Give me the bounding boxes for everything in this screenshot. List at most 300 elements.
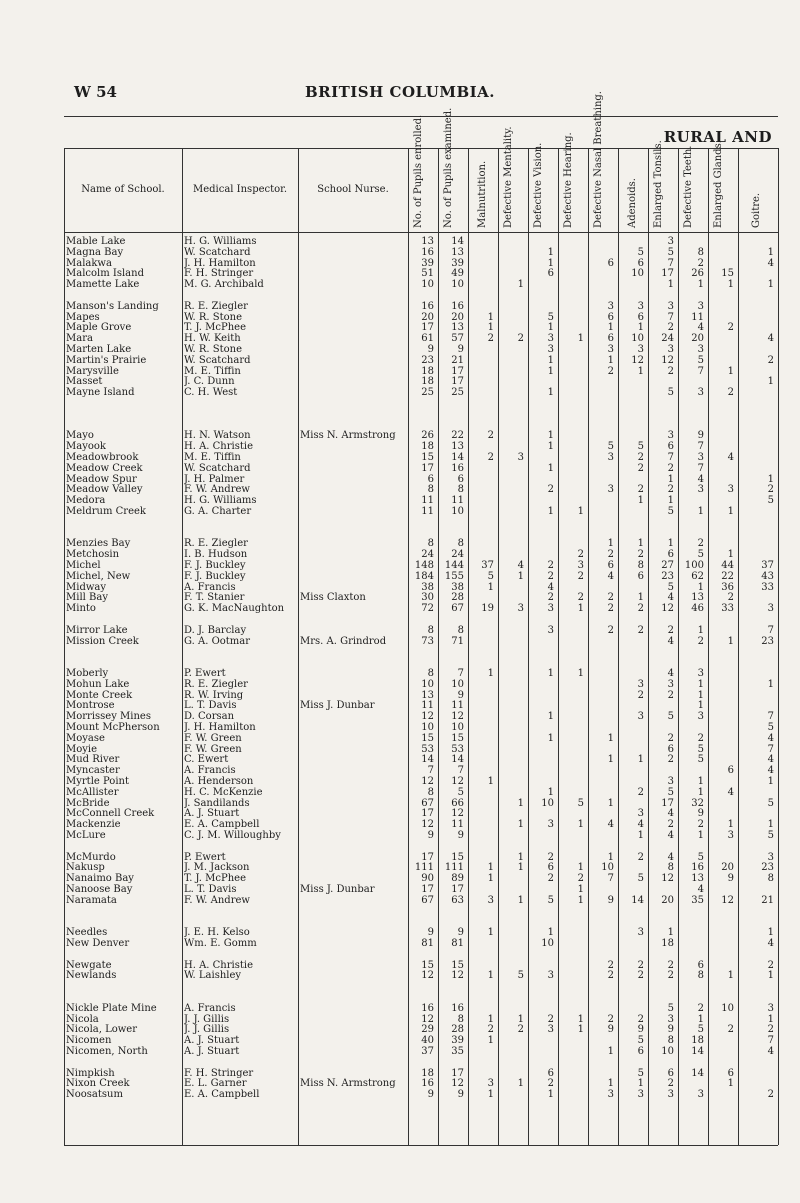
value-goitre xyxy=(738,322,774,333)
value-goitre: 21 xyxy=(761,894,774,906)
table-row xyxy=(64,776,778,787)
value-adenoids: 1 xyxy=(637,830,644,841)
value-teeth: 1 xyxy=(697,279,704,291)
school-nurse xyxy=(300,452,406,463)
value-nasal: 3 xyxy=(607,344,614,355)
value-glands xyxy=(708,344,734,355)
value-vision: 5 xyxy=(547,894,554,906)
value-goitre xyxy=(738,538,774,549)
medical-inspector: Wm. E. Gomm xyxy=(184,938,257,949)
school-nurse xyxy=(300,463,406,474)
school-name: Nicomen xyxy=(66,1035,112,1047)
value-malnutrition xyxy=(468,798,494,809)
value-glands: 2 xyxy=(727,592,734,604)
value-mentality xyxy=(498,873,524,884)
table-row xyxy=(64,1014,778,1025)
value-vision: 10 xyxy=(541,797,554,809)
school-name: Nimpkish xyxy=(66,1067,115,1079)
school-nurse xyxy=(300,582,406,593)
value-teeth: 5 xyxy=(697,549,704,561)
value-goitre xyxy=(738,236,774,247)
value-malnutrition: 1 xyxy=(487,1035,494,1047)
value-vision: 1 xyxy=(547,441,554,453)
value-nasal: 3 xyxy=(607,300,614,312)
value-tonsils: 4 xyxy=(667,851,674,863)
value-hearing xyxy=(558,808,584,819)
value-adenoids: 6 xyxy=(637,311,644,323)
value-malnutrition xyxy=(468,268,494,279)
value-malnutrition: 1 xyxy=(487,1013,494,1025)
value-glands: 3 xyxy=(727,830,734,841)
school-nurse xyxy=(300,927,406,938)
value-vision: 2 xyxy=(547,1013,554,1025)
table-row xyxy=(64,1078,778,1089)
school-nurse xyxy=(300,852,406,863)
page-number: W 54 xyxy=(74,83,117,101)
school-nurse xyxy=(300,733,406,744)
value-vision: 3 xyxy=(547,603,554,615)
value-enrolled: 30 xyxy=(421,592,434,604)
value-examined: 17 xyxy=(451,884,464,895)
table-row xyxy=(64,722,778,733)
value-enrolled: 18 xyxy=(421,441,434,453)
school-name: Monte Creek xyxy=(66,689,133,701)
table-row xyxy=(64,873,778,884)
value-goitre: 1 xyxy=(767,1013,774,1025)
value-tonsils xyxy=(648,722,674,733)
school-nurse xyxy=(300,301,406,312)
value-vision xyxy=(528,279,554,290)
value-adenoids: 12 xyxy=(631,354,644,366)
value-examined: 16 xyxy=(451,462,464,474)
table-row xyxy=(64,1003,778,1014)
value-mentality xyxy=(498,938,524,949)
value-goitre: 23 xyxy=(761,862,774,874)
medical-inspector: A. Francis xyxy=(184,765,236,777)
value-adenoids: 10 xyxy=(631,268,644,280)
value-glands xyxy=(708,1046,734,1057)
value-adenoids: 2 xyxy=(637,549,644,561)
medical-inspector: G. A. Ootmar xyxy=(184,635,251,647)
value-mentality xyxy=(498,808,524,819)
value-mentality xyxy=(498,484,524,495)
school-nurse: Miss N. Armstrong xyxy=(300,430,396,442)
school-name: Mayo xyxy=(66,430,94,442)
value-vision: 2 xyxy=(547,570,554,582)
value-vision xyxy=(528,538,554,549)
value-nasal: 1 xyxy=(607,754,614,766)
table-row xyxy=(64,430,778,441)
value-teeth: 7 xyxy=(697,462,704,474)
value-mentality xyxy=(498,236,524,247)
value-malnutrition: 1 xyxy=(487,970,494,982)
medical-inspector: F. H. Stringer xyxy=(184,1067,254,1079)
value-enrolled: 15 xyxy=(421,959,434,971)
value-malnutrition xyxy=(468,711,494,722)
school-nurse xyxy=(300,506,406,517)
value-vision: 3 xyxy=(547,344,554,355)
value-enrolled: 11 xyxy=(421,506,434,517)
value-hearing xyxy=(558,787,584,798)
value-hearing xyxy=(558,387,584,398)
value-hearing xyxy=(558,463,584,474)
value-hearing xyxy=(558,960,584,971)
table-row xyxy=(64,733,778,744)
value-mentality xyxy=(498,506,524,517)
value-mentality xyxy=(498,884,524,895)
table-row xyxy=(64,754,778,765)
medical-inspector: H. N. Watson xyxy=(184,430,251,442)
value-teeth xyxy=(678,495,704,506)
value-nasal: 3 xyxy=(607,452,614,463)
table-row xyxy=(64,711,778,722)
value-hearing xyxy=(558,247,584,258)
value-malnutrition: 3 xyxy=(487,1078,494,1090)
value-goitre xyxy=(738,1078,774,1089)
school-name: Newlands xyxy=(66,970,117,982)
value-malnutrition: 37 xyxy=(481,560,494,571)
value-malnutrition xyxy=(468,884,494,895)
col-header-nasal: Defective Nasal Breathing. xyxy=(593,91,604,228)
value-enrolled: 13 xyxy=(421,689,434,701)
value-glands: 6 xyxy=(727,765,734,777)
value-goitre: 2 xyxy=(767,1089,774,1101)
value-malnutrition xyxy=(468,301,494,312)
value-teeth: 1 xyxy=(697,786,704,798)
value-tonsils xyxy=(648,884,674,895)
value-adenoids: 3 xyxy=(637,344,644,355)
value-enrolled: 61 xyxy=(421,333,434,345)
value-examined: 12 xyxy=(451,1078,464,1090)
school-name: Morrissey Mines xyxy=(66,711,151,723)
school-name: Minto xyxy=(66,603,96,615)
value-hearing xyxy=(558,344,584,355)
value-goitre: 4 xyxy=(767,938,774,949)
value-tonsils: 6 xyxy=(667,1067,674,1079)
value-adenoids: 1 xyxy=(637,1078,644,1090)
value-examined: 8 xyxy=(457,538,464,550)
value-tonsils: 27 xyxy=(661,560,674,571)
value-vision: 6 xyxy=(547,1067,554,1079)
medical-inspector: J. E. H. Kelso xyxy=(184,927,250,939)
value-mentality xyxy=(498,744,524,755)
school-nurse xyxy=(300,625,406,636)
value-teeth: 2 xyxy=(697,732,704,744)
value-mentality xyxy=(498,690,524,701)
value-goitre: 5 xyxy=(767,722,774,733)
value-tonsils: 5 xyxy=(667,1002,674,1014)
school-name: Michel, New xyxy=(66,570,131,582)
value-nasal: 6 xyxy=(607,333,614,345)
value-malnutrition: 2 xyxy=(487,1024,494,1036)
value-hearing xyxy=(558,538,584,549)
value-glands: 2 xyxy=(727,322,734,334)
value-tonsils: 23 xyxy=(661,570,674,582)
value-hearing: 1 xyxy=(577,884,584,895)
value-enrolled: 81 xyxy=(421,938,434,949)
table-row xyxy=(64,258,778,269)
school-name: Mill Bay xyxy=(66,592,108,604)
value-teeth: 18 xyxy=(691,1035,704,1047)
value-adenoids xyxy=(618,636,644,647)
value-nasal: 1 xyxy=(607,1078,614,1090)
value-tonsils xyxy=(648,376,674,387)
value-enrolled: 12 xyxy=(421,711,434,723)
table-row xyxy=(64,484,778,495)
value-glands xyxy=(708,938,734,949)
value-adenoids xyxy=(618,722,644,733)
value-nasal xyxy=(588,506,614,517)
value-nasal xyxy=(588,247,614,258)
school-name: Michel xyxy=(66,560,101,571)
school-nurse xyxy=(300,1024,406,1035)
value-enrolled: 17 xyxy=(421,322,434,334)
value-glands xyxy=(708,430,734,441)
value-vision xyxy=(528,452,554,463)
medical-inspector: W. R. Stone xyxy=(184,344,243,355)
value-enrolled: 11 xyxy=(421,495,434,507)
value-teeth: 3 xyxy=(697,452,704,463)
value-nasal xyxy=(588,884,614,895)
value-vision: 3 xyxy=(547,970,554,982)
value-examined: 155 xyxy=(444,570,464,582)
value-hearing xyxy=(558,679,584,690)
value-glands: 2 xyxy=(727,387,734,399)
value-malnutrition xyxy=(468,733,494,744)
table-row xyxy=(64,592,778,603)
value-goitre xyxy=(738,808,774,819)
value-glands: 6 xyxy=(727,1067,734,1079)
school-name: Nickle Plate Mine xyxy=(66,1002,157,1014)
medical-inspector: J. H. Hamilton xyxy=(184,722,256,733)
value-glands: 1 xyxy=(727,635,734,647)
value-hearing: 1 xyxy=(577,668,584,679)
value-vision: 1 xyxy=(547,668,554,679)
value-malnutrition xyxy=(468,625,494,636)
value-hearing xyxy=(558,690,584,701)
school-name: Nakusp xyxy=(66,862,105,874)
value-hearing: 2 xyxy=(577,592,584,604)
value-malnutrition xyxy=(468,700,494,711)
school-nurse xyxy=(300,268,406,279)
value-goitre xyxy=(738,452,774,463)
value-hearing xyxy=(558,582,584,593)
value-tonsils: 5 xyxy=(667,581,674,593)
value-teeth: 3 xyxy=(697,1089,704,1101)
table-row xyxy=(64,1089,778,1100)
school-name: Malakwa xyxy=(66,257,112,269)
value-hearing xyxy=(558,322,584,333)
value-adenoids: 5 xyxy=(637,441,644,453)
value-examined: 14 xyxy=(451,754,464,766)
value-enrolled: 16 xyxy=(421,1002,434,1014)
value-malnutrition xyxy=(468,258,494,269)
running-title: BRITISH COLUMBIA. xyxy=(304,83,496,101)
value-mentality xyxy=(498,700,524,711)
school-name: Marysville xyxy=(66,365,119,377)
value-adenoids xyxy=(618,506,644,517)
value-nasal: 1 xyxy=(607,732,614,744)
school-name: Masset xyxy=(66,376,103,388)
medical-inspector: W. R. Stone xyxy=(184,311,243,323)
value-goitre: 1 xyxy=(767,927,774,939)
value-adenoids: 1 xyxy=(637,495,644,507)
school-nurse xyxy=(300,1014,406,1025)
school-name: Mount McPherson xyxy=(66,722,160,733)
value-vision: 1 xyxy=(547,506,554,517)
school-name: Moberly xyxy=(66,668,109,679)
value-glands: 9 xyxy=(727,873,734,885)
value-malnutrition xyxy=(468,722,494,733)
school-nurse xyxy=(300,355,406,366)
value-enrolled: 12 xyxy=(421,1013,434,1025)
school-name: Manson's Landing xyxy=(66,300,159,312)
value-mentality xyxy=(498,776,524,787)
value-hearing xyxy=(558,852,584,863)
value-examined: 13 xyxy=(451,441,464,453)
value-tonsils: 3 xyxy=(667,1089,674,1101)
school-nurse xyxy=(300,970,406,981)
value-teeth: 1 xyxy=(697,689,704,701)
table-row xyxy=(64,960,778,971)
value-goitre: 1 xyxy=(767,819,774,831)
table-row xyxy=(64,495,778,506)
value-examined: 14 xyxy=(451,236,464,247)
value-malnutrition: 1 xyxy=(487,311,494,323)
value-hearing: 2 xyxy=(577,873,584,885)
value-malnutrition xyxy=(468,819,494,830)
section-title: RURAL AND xyxy=(663,128,772,146)
value-malnutrition xyxy=(468,1003,494,1014)
value-vision xyxy=(528,495,554,506)
value-goitre xyxy=(738,268,774,279)
medical-inspector: G. A. Charter xyxy=(184,506,252,517)
value-mentality xyxy=(498,960,524,971)
value-hearing xyxy=(558,1068,584,1079)
value-teeth: 20 xyxy=(691,333,704,345)
school-nurse xyxy=(300,484,406,495)
value-enrolled: 10 xyxy=(421,279,434,291)
table-row xyxy=(64,506,778,517)
value-hearing xyxy=(558,711,584,722)
value-tonsils: 3 xyxy=(667,430,674,442)
school-nurse xyxy=(300,722,406,733)
school-nurse xyxy=(300,312,406,323)
value-mentality: 1 xyxy=(517,851,524,863)
value-examined: 35 xyxy=(451,1046,464,1057)
value-malnutrition xyxy=(468,376,494,387)
medical-inspector: R. E. Ziegler xyxy=(184,678,248,690)
school-name: Newgate xyxy=(66,959,112,971)
school-nurse xyxy=(300,690,406,701)
value-teeth: 5 xyxy=(697,851,704,863)
value-glands xyxy=(708,376,734,387)
value-vision: 3 xyxy=(547,624,554,636)
value-glands xyxy=(708,463,734,474)
school-nurse xyxy=(300,366,406,377)
medical-inspector: L. T. Davis xyxy=(184,884,237,895)
school-name: Mission Creek xyxy=(66,635,139,647)
value-mentality xyxy=(498,754,524,765)
value-glands xyxy=(708,700,734,711)
value-goitre: 3 xyxy=(767,603,774,615)
value-teeth: 2 xyxy=(697,257,704,269)
school-nurse xyxy=(300,754,406,765)
medical-inspector: A. J. Stuart xyxy=(184,1035,240,1047)
table-row xyxy=(64,236,778,247)
value-teeth: 5 xyxy=(697,354,704,366)
value-nasal xyxy=(588,279,614,290)
value-nasal xyxy=(588,668,614,679)
value-nasal: 4 xyxy=(607,570,614,582)
table-row xyxy=(64,463,778,474)
value-nasal xyxy=(588,376,614,387)
value-examined: 11 xyxy=(451,700,464,712)
value-tonsils: 3 xyxy=(667,1013,674,1025)
school-name: Mohun Lake xyxy=(66,678,130,690)
value-examined: 11 xyxy=(451,819,464,831)
value-teeth: 4 xyxy=(697,884,704,895)
value-adenoids: 6 xyxy=(637,570,644,582)
value-hearing: 1 xyxy=(577,819,584,831)
value-adenoids: 3 xyxy=(637,711,644,723)
value-examined: 22 xyxy=(451,430,464,442)
value-glands: 1 xyxy=(727,506,734,517)
medical-inspector: W. Laishley xyxy=(184,970,242,982)
value-adenoids: 2 xyxy=(637,452,644,463)
value-goitre: 4 xyxy=(767,1046,774,1057)
value-adenoids: 2 xyxy=(637,851,644,863)
school-nurse: Mrs. A. Grindrod xyxy=(300,635,387,647)
school-name: Naramata xyxy=(66,894,117,906)
value-goitre xyxy=(738,441,774,452)
table-row xyxy=(64,744,778,755)
value-malnutrition xyxy=(468,236,494,247)
value-malnutrition xyxy=(468,808,494,819)
value-tonsils: 1 xyxy=(667,538,674,550)
value-glands: 12 xyxy=(721,894,734,906)
value-tonsils xyxy=(648,765,674,776)
school-name: Meldrum Creek xyxy=(66,506,146,517)
school-name: Nixon Creek xyxy=(66,1078,130,1090)
value-mentality: 1 xyxy=(517,862,524,874)
school-name: Marten Lake xyxy=(66,344,132,355)
value-teeth: 1 xyxy=(697,776,704,787)
school-name: Medora xyxy=(66,495,106,507)
value-nasal: 1 xyxy=(607,538,614,550)
table-row xyxy=(64,376,778,387)
value-hearing xyxy=(558,733,584,744)
value-examined: 38 xyxy=(451,581,464,593)
value-malnutrition: 1 xyxy=(487,668,494,679)
value-goitre xyxy=(738,884,774,895)
value-tonsils: 4 xyxy=(667,592,674,604)
value-goitre: 1 xyxy=(767,678,774,690)
value-teeth: 3 xyxy=(697,387,704,399)
table-row xyxy=(64,301,778,312)
col-header-glands: Enlarged Glands. xyxy=(713,140,724,228)
value-enrolled: 15 xyxy=(421,452,434,463)
school-nurse xyxy=(300,495,406,506)
value-tonsils: 2 xyxy=(667,365,674,377)
value-teeth: 3 xyxy=(697,344,704,355)
value-adenoids xyxy=(618,1003,644,1014)
medical-inspector: L. T. Davis xyxy=(184,700,237,712)
value-mentality xyxy=(498,312,524,323)
value-nasal xyxy=(588,830,614,841)
value-hearing: 3 xyxy=(577,560,584,571)
value-teeth: 6 xyxy=(697,959,704,971)
